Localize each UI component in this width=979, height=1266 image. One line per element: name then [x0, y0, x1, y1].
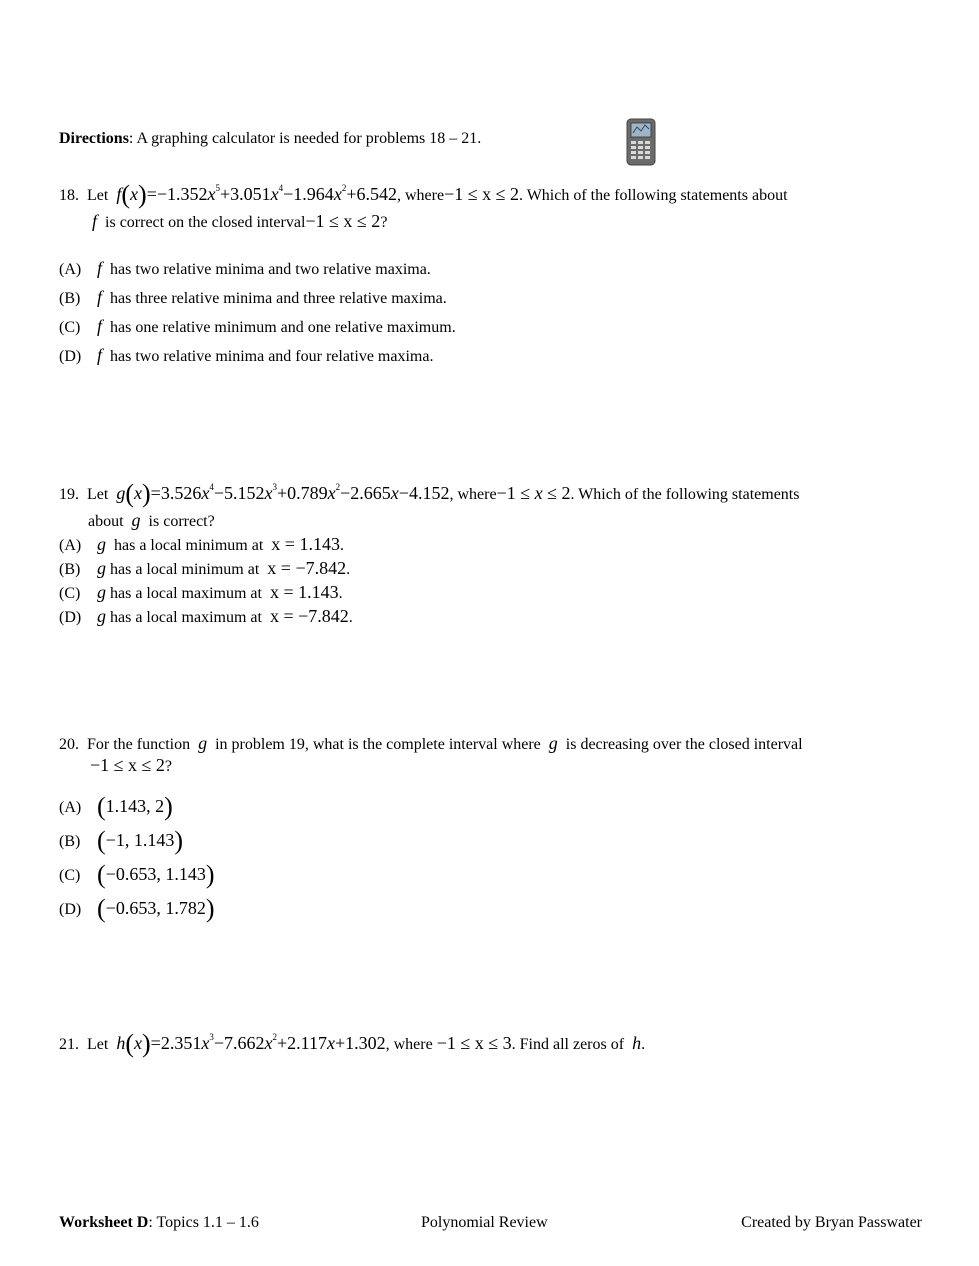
- problem-21: 21. Let $h(x)=2.351x^3-7.662x^2+2.117x+1.302$, where −1 ≤ x ≤ 3. Find all zeros of h.: [59, 1029, 646, 1058]
- footer-center: Polynomial Review: [421, 1214, 548, 1231]
- choice-19c[interactable]: (C) g has a local maximum at x = 1.143.: [59, 582, 343, 602]
- footer-right: Created by Bryan Passwater: [741, 1214, 922, 1231]
- choice-18c[interactable]: (C) f has one relative minimum and one relative maximum.: [59, 316, 456, 336]
- choice-text: has three relative minima and three relative maxima.: [110, 290, 447, 307]
- problem-lead: Let: [87, 187, 109, 204]
- choice-19a[interactable]: (A) g has a local minimum at x = 1.143.: [59, 534, 344, 554]
- problem-18-line2: f is correct on the closed interval−1 ≤ x ≤ 2?: [92, 211, 388, 231]
- choice-label: (A): [59, 537, 82, 554]
- problem-20-line1: 20. For the function g in problem 19, what is the complete interval where g is decreasing over the closed interval: [59, 733, 803, 753]
- choice-label: (A): [59, 261, 82, 278]
- calculator-icon: [624, 118, 658, 166]
- choice-label: (B): [59, 561, 81, 578]
- choice-18b[interactable]: (B) f has three relative minima and three relative maxima.: [59, 287, 447, 307]
- question-text: . Which of the following statements: [570, 486, 800, 503]
- choice-20d[interactable]: (D) (−0.653, 1.782): [59, 894, 215, 923]
- function-expression: $g(x)=3.526x^4-5.152x^3+0.789x^2-2.665x-4.152$: [116, 479, 450, 508]
- interval: −1 ≤ x ≤ 2: [444, 184, 519, 204]
- choice-label: (D): [59, 901, 82, 918]
- choice-label: (C): [59, 867, 81, 884]
- choice-20b[interactable]: (B) (−1, 1.143): [59, 826, 183, 855]
- problem-lead: Let: [87, 486, 109, 503]
- problem-20-line2: −1 ≤ x ≤ 2?: [90, 755, 173, 775]
- interval: −1 ≤ x ≤ 2: [305, 211, 381, 231]
- problem-18-line1: [59, 180, 788, 210]
- choice-label: (C): [59, 585, 81, 602]
- problem-number: 18.: [59, 187, 79, 204]
- footer-left: Worksheet D: Topics 1.1 – 1.6: [59, 1214, 259, 1231]
- choice-text: has one relative minimum and one relative maximum.: [110, 319, 456, 336]
- choice-text: has two relative minima and four relative maxima.: [110, 348, 434, 365]
- choice-18d[interactable]: (D) f has two relative minima and four relative maxima.: [59, 345, 434, 365]
- choice-label: (B): [59, 833, 81, 850]
- function-expression: $h(x)=2.351x^3-7.662x^2+2.117x+1.302$: [116, 1029, 386, 1058]
- function-expression: $f(x)=-1.352x^5+3.051x^4-1.964x^2+6.542$: [116, 180, 397, 209]
- choice-label: (D): [59, 348, 82, 365]
- fn-symbol: f: [92, 211, 98, 231]
- choice-label: (A): [59, 799, 82, 816]
- line2-text: is correct on the closed interval: [105, 214, 306, 231]
- directions-label: Directions: [59, 130, 129, 147]
- problem-number: 21.: [59, 1036, 79, 1053]
- choice-19d[interactable]: (D) g has a local maximum at x = −7.842.: [59, 606, 353, 626]
- choice-20c[interactable]: (C) (−0.653, 1.143): [59, 860, 215, 889]
- directions: [59, 130, 481, 148]
- choice-text: has two relative minima and two relative maxima.: [110, 261, 431, 278]
- problem-19-line1: 19. Let $g(x)=3.526x^4-5.152x^3+0.789x^2-2.665x-4.152$, where−1 ≤ x ≤ 2. Which of the following statements: [59, 479, 800, 508]
- problem-19-line2: about g is correct?: [88, 510, 215, 530]
- choice-label: (C): [59, 319, 81, 336]
- choice-label: (B): [59, 290, 81, 307]
- problem-number: 19.: [59, 486, 79, 503]
- directions-text: : A graphing calculator is needed for problems 18 – 21.: [128, 130, 482, 147]
- question-text: . Which of the following statements about: [518, 187, 788, 204]
- where-text: , where: [396, 187, 445, 204]
- problem-number: 20.: [59, 736, 79, 753]
- choice-18a[interactable]: (A) f has two relative minima and two relative maxima.: [59, 258, 431, 278]
- choice-label: (D): [59, 609, 82, 626]
- choice-20a[interactable]: (A) (1.143, 2): [59, 792, 173, 821]
- choice-19b[interactable]: (B) g has a local minimum at x = −7.842.: [59, 558, 351, 578]
